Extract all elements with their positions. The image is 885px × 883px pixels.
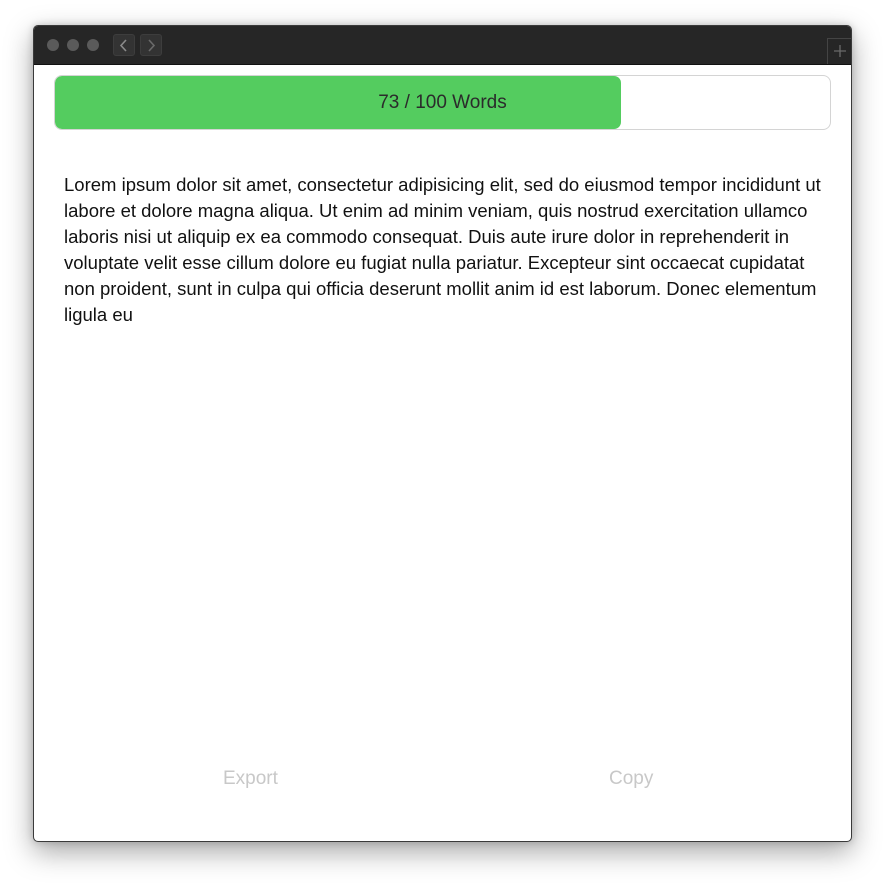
forward-icon — [146, 39, 156, 52]
close-window-button[interactable] — [47, 39, 59, 51]
export-button[interactable]: Export — [223, 768, 278, 789]
zoom-window-button[interactable] — [87, 39, 99, 51]
forward-button[interactable] — [140, 34, 162, 56]
minimize-window-button[interactable] — [67, 39, 79, 51]
back-button[interactable] — [113, 34, 135, 56]
word-count-label: 73 / 100 Words — [378, 92, 507, 113]
copy-button[interactable]: Copy — [609, 768, 654, 789]
word-count-progress — [54, 75, 831, 130]
new-tab-button[interactable] — [827, 38, 851, 64]
back-icon — [119, 39, 129, 52]
text-editor[interactable]: Lorem ipsum dolor sit amet, consectetur adipisicing elit, sed do eiusmod tempor incididunt ut labore et dolore magna aliqua. Ut enim ad minim veniam, quis nostrud exercitation ullamco laboris nisi ut aliquip ex ea commodo consequat. Duis aute irure dolor in reprehenderit in voluptate velit esse cillum dolore eu fugiat nulla pariatur. Excepteur sint occaecat cupidatat non proident, sunt in culpa qui officia deserunt mollit anim id est laborum. Donec elementum ligula eu — [64, 174, 821, 325]
app-window — [33, 25, 852, 842]
plus-icon — [833, 44, 847, 58]
title-bar — [34, 26, 851, 65]
